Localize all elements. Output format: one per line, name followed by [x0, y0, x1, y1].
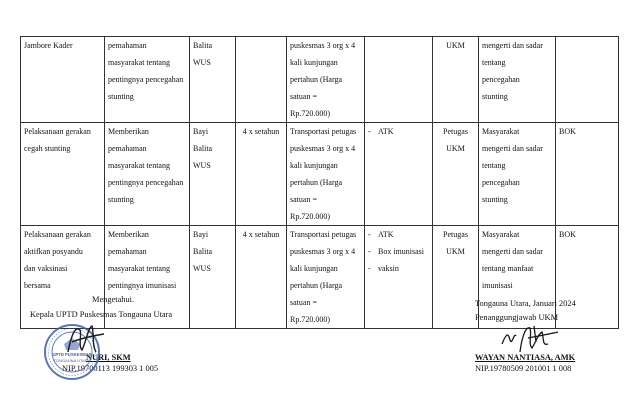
cell-text-line: WUS [193, 264, 211, 273]
cell-text-line: UKM [446, 247, 465, 256]
table-cell-time [236, 226, 287, 329]
table-cell-indicator [479, 37, 556, 123]
cell-text-line: Masyarakat [482, 127, 520, 136]
left-signer-name: NURI, SKM [86, 353, 131, 362]
cell-text-line: 4 x setahun [242, 127, 280, 136]
cell-text-line: Rp.720.000) [290, 315, 330, 324]
cell-text-line: 4 x setahun [242, 230, 280, 239]
cell-text-line: stunting [482, 92, 508, 101]
cell-text-line: bersama [24, 281, 51, 290]
table-cell-fund [556, 226, 619, 329]
table-cell-resource [365, 226, 433, 329]
cell-text-line: Transportasi petugas [290, 230, 357, 239]
cell-text-line: pertahun (Harga [290, 178, 343, 187]
cell-text-line: Petugas [443, 127, 468, 136]
table-cell-target [190, 226, 236, 329]
cell-text-line: Bayi [193, 230, 209, 239]
table-cell-indicator [479, 123, 556, 226]
table-body [21, 37, 619, 329]
cell-text-line: masyarakat tentang [108, 264, 170, 273]
table-cell-method [105, 123, 190, 226]
table-cell-cost [287, 37, 365, 123]
cell-text-line: imunisasi [482, 281, 513, 290]
resource-list-item: - Box imunisasi [368, 247, 425, 256]
cell-text-line: kali kunjungan [290, 264, 338, 273]
cell-text-line: pemahaman [108, 41, 147, 50]
table-cell-activity [21, 123, 105, 226]
cell-text-line: Memberikan [108, 230, 149, 239]
cell-text-line: masyarakat tentang [108, 58, 170, 67]
cell-text-line: BOK [559, 127, 576, 136]
left-heading: Mengetahui. [92, 295, 135, 304]
cell-text-line: Jambore Kader [24, 41, 73, 50]
cell-text-line: satuan = [290, 195, 317, 204]
cell-text-line: UKM [446, 41, 465, 50]
left-role: Kepala UPTD Puskesmas Tongauna Utara [30, 310, 173, 319]
cell-text-line: Pelaksanaan gerakan [24, 230, 91, 239]
table-cell-pic [433, 37, 479, 123]
stamp-text-mid: TONGAUNA UTARA [53, 358, 91, 363]
cell-text-line: BOK [559, 230, 576, 239]
right-place-date: Tongauna Utara, Januari 2024 [475, 299, 576, 308]
cell-text-line: kali kunjungan [290, 161, 338, 170]
stamp-text-top: UPTD PUSKESMAS [52, 352, 92, 357]
cell-text-line: Balita [193, 144, 213, 153]
right-signer-nip: NIP.19780509 201001 1 008 [475, 364, 572, 373]
table-cell-time [236, 37, 287, 123]
cell-text-line: stunting [482, 195, 508, 204]
resource-list-item: - vaksin [368, 264, 399, 273]
cell-text-line: aktifkan posyandu [24, 247, 83, 256]
resource-list-item: - ATK [368, 127, 394, 136]
cell-text-line: mengerti dan sadar [482, 247, 543, 256]
cell-text-line: pertahun (Harga [290, 281, 343, 290]
cell-text-line: Pelaksanaan gerakan [24, 127, 91, 136]
right-handwritten-signature [498, 322, 562, 354]
cell-text-line: mengerti dan sadar [482, 41, 543, 50]
cell-text-line: Rp.720.000) [290, 109, 330, 118]
cell-text-line: satuan = [290, 92, 317, 101]
cell-text-line: Balita [193, 41, 213, 50]
table-cell-pic [433, 123, 479, 226]
cell-text-line: pencegahan [482, 75, 520, 84]
cell-text-line: pemahaman [108, 144, 147, 153]
cell-text-line: cegah stunting [24, 144, 71, 153]
cell-text-line: WUS [193, 58, 211, 67]
table-cell-pic [433, 226, 479, 329]
table-cell-method [105, 37, 190, 123]
cell-text-line: tentang manfaat [482, 264, 534, 273]
cell-text-line: UKM [446, 144, 465, 153]
table-cell-time [236, 123, 287, 226]
cell-text-line: pertahun (Harga [290, 75, 343, 84]
cell-text-line: Transportasi petugas [290, 127, 357, 136]
cell-text-line: puskesmas 3 org x 4 [290, 41, 356, 50]
cell-text-line: satuan = [290, 298, 317, 307]
cell-text-line: pemahaman [108, 247, 147, 256]
table-row [21, 37, 619, 123]
cell-text-line: pentingnya pencegahan [108, 75, 184, 84]
cell-text-line: puskesmas 3 org x 4 [290, 247, 356, 256]
cell-text-line: WUS [193, 161, 211, 170]
cell-text-line: tentang [482, 58, 506, 67]
activity-table [20, 36, 619, 329]
table-cell-cost [287, 123, 365, 226]
cell-text-line: Masyarakat [482, 230, 520, 239]
cell-text-line: kali kunjungan [290, 58, 338, 67]
table-cell-activity [21, 37, 105, 123]
right-role: Penanggungjawab UKM [475, 313, 559, 322]
cell-text-line: puskesmas 3 org x 4 [290, 144, 356, 153]
cell-text-line: pentingnya pencegahan [108, 178, 184, 187]
cell-text-line: stunting [108, 92, 134, 101]
cell-text-line: dan vaksinasi [24, 264, 68, 273]
table-cell-target [190, 37, 236, 123]
left-handwritten-signature [62, 322, 112, 356]
cell-text-line: pencegahan [482, 178, 520, 187]
cell-text-line: tentang [482, 161, 506, 170]
resource-list-item: - ATK [368, 230, 394, 239]
cell-text-line: Petugas [443, 230, 468, 239]
table-cell-target [190, 123, 236, 226]
table-cell-cost [287, 226, 365, 329]
cell-text-line: Balita [193, 247, 213, 256]
table-cell-resource [365, 123, 433, 226]
cell-text-line: masyarakat tentang [108, 161, 170, 170]
right-signer-name: WAYAN NANTIASA, AMK [475, 353, 576, 362]
table-row [21, 123, 619, 226]
cell-text-line: mengerti dan sadar [482, 144, 543, 153]
cell-text-line: Rp.720.000) [290, 212, 330, 221]
left-signer-nip: NIP.19700113 199303 1 005 [62, 364, 159, 373]
cell-text-line: stunting [108, 195, 134, 204]
table-cell-fund [556, 123, 619, 226]
table-cell-resource [365, 37, 433, 123]
cell-text-line: pentingnya imunisasi [108, 281, 177, 290]
cell-text-line: Memberikan [108, 127, 149, 136]
table-cell-fund [556, 37, 619, 123]
cell-text-line: Bayi [193, 127, 209, 136]
